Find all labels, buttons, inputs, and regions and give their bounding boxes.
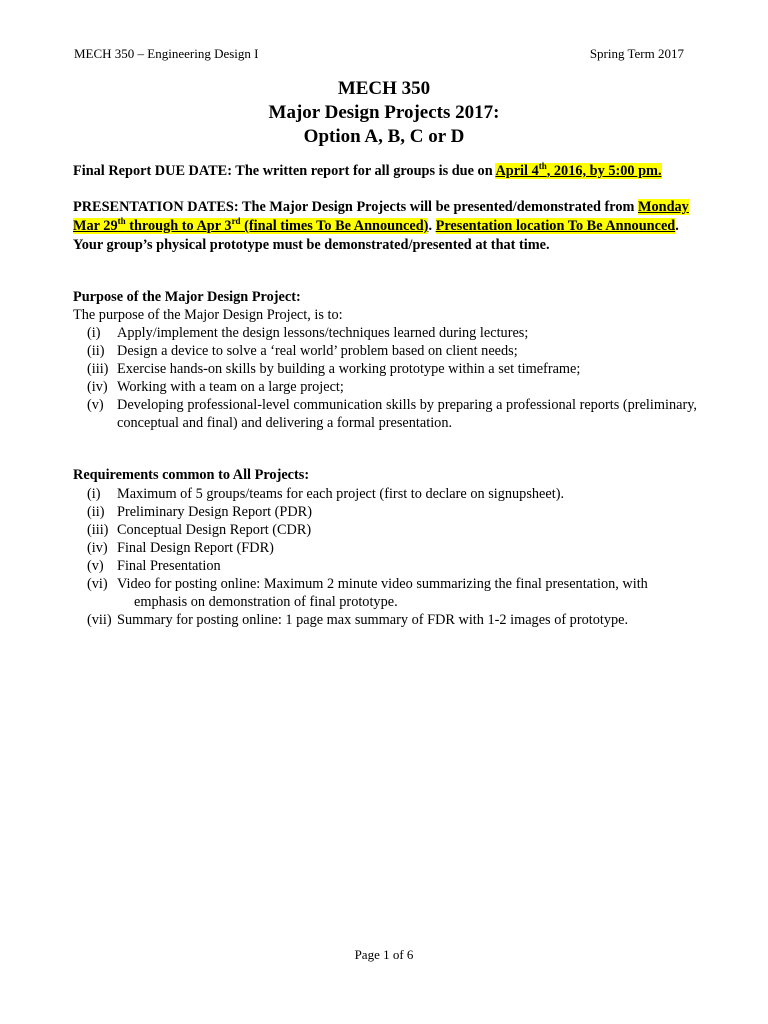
due-date-ordinal: th [538, 161, 547, 172]
list-number: (iii) [87, 522, 109, 538]
page-number: Page 1 of 6 [354, 947, 414, 962]
list-text: Final Presentation [117, 558, 221, 574]
list-text-line: Video for posting online: Maximum 2 minute video summarizing the final presentation, with [117, 576, 648, 592]
list-text: Exercise hands-on skills by building a working prototype within a set timeframe; [117, 361, 581, 377]
list-item [87, 503, 697, 521]
running-header-course: MECH 350 – Engineering Design I [74, 46, 259, 61]
list-item [87, 521, 697, 539]
presentation-prototype-note: . Your group’s physical prototype must be demonstrated/presented at that time. [73, 218, 679, 253]
presentation-end-date: through to Apr 3 [125, 218, 232, 234]
list-number: (vii) [87, 612, 112, 628]
list-text: Preliminary Design Report (PDR) [117, 504, 312, 520]
list-text: Apply/implement the design lessons/techniques learned during lectures; [117, 325, 529, 341]
list-text-continuation: emphasis on demonstration of final prototype. [134, 594, 398, 610]
list-item [87, 539, 697, 557]
list-number: (iv) [87, 379, 108, 395]
list-number: (v) [87, 397, 104, 413]
list-text: Design a device to solve a ‘real world’ problem based on client needs; [117, 343, 518, 359]
due-date-text: Final Report DUE DATE: The written report for all groups is due on [73, 163, 496, 179]
list-number: (vi) [87, 576, 108, 592]
list-item [87, 360, 697, 378]
due-date-rest: , 2016, by 5:00 pm. [546, 163, 662, 179]
list-text [117, 575, 697, 611]
list-item [87, 396, 697, 432]
presentation-start-ordinal: th [117, 216, 126, 227]
list-item [87, 557, 697, 575]
document-title [0, 77, 768, 149]
list-item [87, 342, 697, 360]
list-number: (iv) [87, 540, 108, 556]
presentation-times-note: (final times To Be Announced) [240, 218, 429, 234]
purpose-list [87, 324, 697, 432]
purpose-intro: The purpose of the Major Design Project, is to: [73, 307, 343, 323]
title-projects: Major Design Projects 2017: [268, 102, 500, 123]
purpose-heading: Purpose of the Major Design Project: [73, 289, 301, 305]
presentation-location-highlight: Presentation location To Be Announced [435, 218, 676, 234]
list-item [87, 575, 697, 611]
due-date-highlight [495, 163, 661, 179]
presentation-end-ordinal: rd [231, 216, 241, 227]
presentation-intro: PRESENTATION DATES: The Major Design Projects will be presented/demonstrated from [73, 199, 638, 215]
list-number: (ii) [87, 343, 105, 359]
title-course: MECH 350 [337, 78, 431, 99]
requirements-list [87, 485, 697, 629]
due-date-month: April 4 [495, 163, 539, 179]
list-number: (v) [87, 558, 104, 574]
list-text: Maximum of 5 groups/teams for each project (first to declare on signupsheet). [117, 486, 565, 502]
list-number: (i) [87, 486, 101, 502]
running-header-term: Spring Term 2017 [589, 46, 684, 61]
list-number: (ii) [87, 504, 105, 520]
list-text: Conceptual Design Report (CDR) [117, 522, 312, 538]
due-date-paragraph [73, 162, 695, 181]
presentation-dates-paragraph [73, 198, 695, 255]
list-text: Working with a team on a large project; [117, 379, 344, 395]
presentation-separator: . [428, 218, 436, 234]
list-item [87, 485, 697, 503]
requirements-heading: Requirements common to All Projects: [73, 467, 310, 483]
title-options: Option A, B, C or D [303, 126, 465, 147]
list-text: Final Design Report (FDR) [117, 540, 274, 556]
list-number: (iii) [87, 361, 109, 377]
list-text: Summary for posting online: 1 page max summary of FDR with 1-2 images of prototype. [117, 612, 629, 628]
presentation-start-date: Monday Mar 29 [73, 199, 689, 234]
list-item [87, 378, 697, 396]
list-text: Developing professional-level communication skills by preparing a professional reports (preliminary, conceptual and final) and delivering a formal presentation. [117, 397, 697, 431]
list-number: (i) [87, 325, 101, 341]
list-item [87, 324, 697, 342]
list-item [87, 611, 697, 629]
